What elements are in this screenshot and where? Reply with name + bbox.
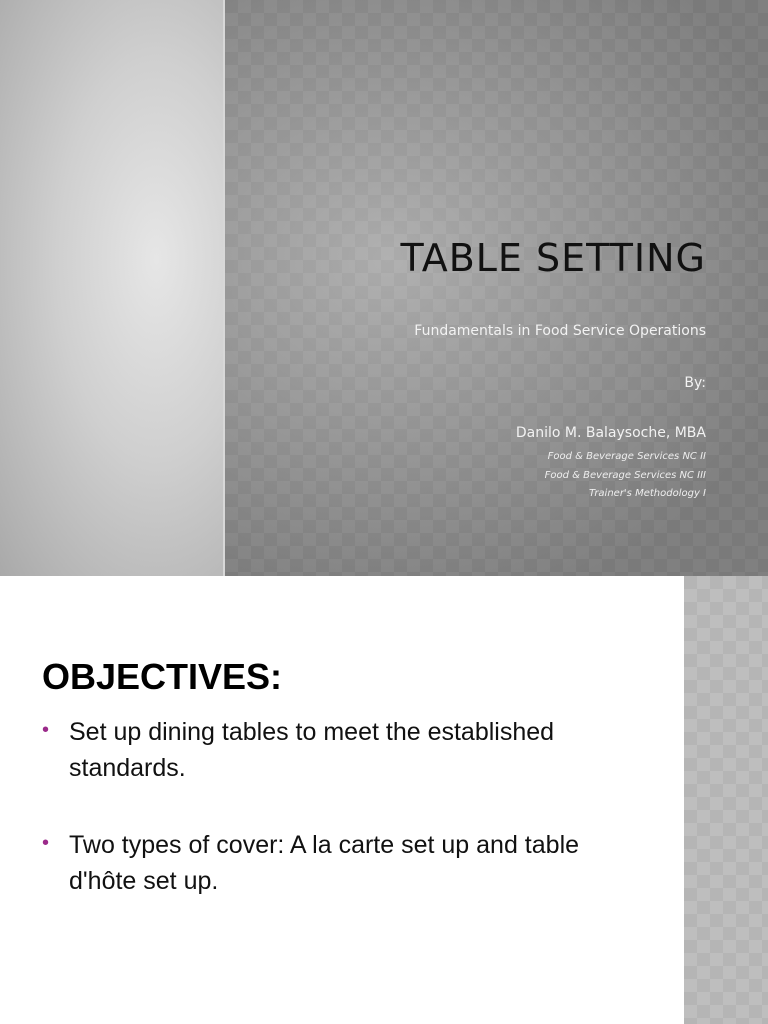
bullet-icon: • bbox=[42, 832, 50, 854]
bullet-icon: • bbox=[42, 719, 50, 741]
bullet-text: Two types of cover: A la carte set up and table d'hôte set up. bbox=[69, 831, 580, 895]
credential: Trainer's Methodology I bbox=[588, 488, 706, 499]
by-label: By: bbox=[684, 375, 706, 391]
credential: Food & Beverage Services NC III bbox=[544, 470, 706, 481]
objectives-slide bbox=[0, 576, 768, 1024]
slide-subtitle: Fundamentals in Food Service Operations bbox=[414, 323, 706, 339]
author-name: Danilo M. Balaysoche, MBA bbox=[515, 425, 706, 441]
left-gradient-panel bbox=[0, 0, 223, 576]
bullet-text: Set up dining tables to meet the established standards. bbox=[69, 718, 555, 782]
slide-title: TABLE SETTING bbox=[400, 236, 706, 280]
credential: Food & Beverage Services NC II bbox=[547, 451, 706, 462]
bullet-item bbox=[42, 827, 642, 899]
slide-heading: OBJECTIVES: bbox=[42, 656, 283, 697]
pattern-strip bbox=[684, 576, 768, 1024]
bullet-item bbox=[42, 714, 642, 786]
